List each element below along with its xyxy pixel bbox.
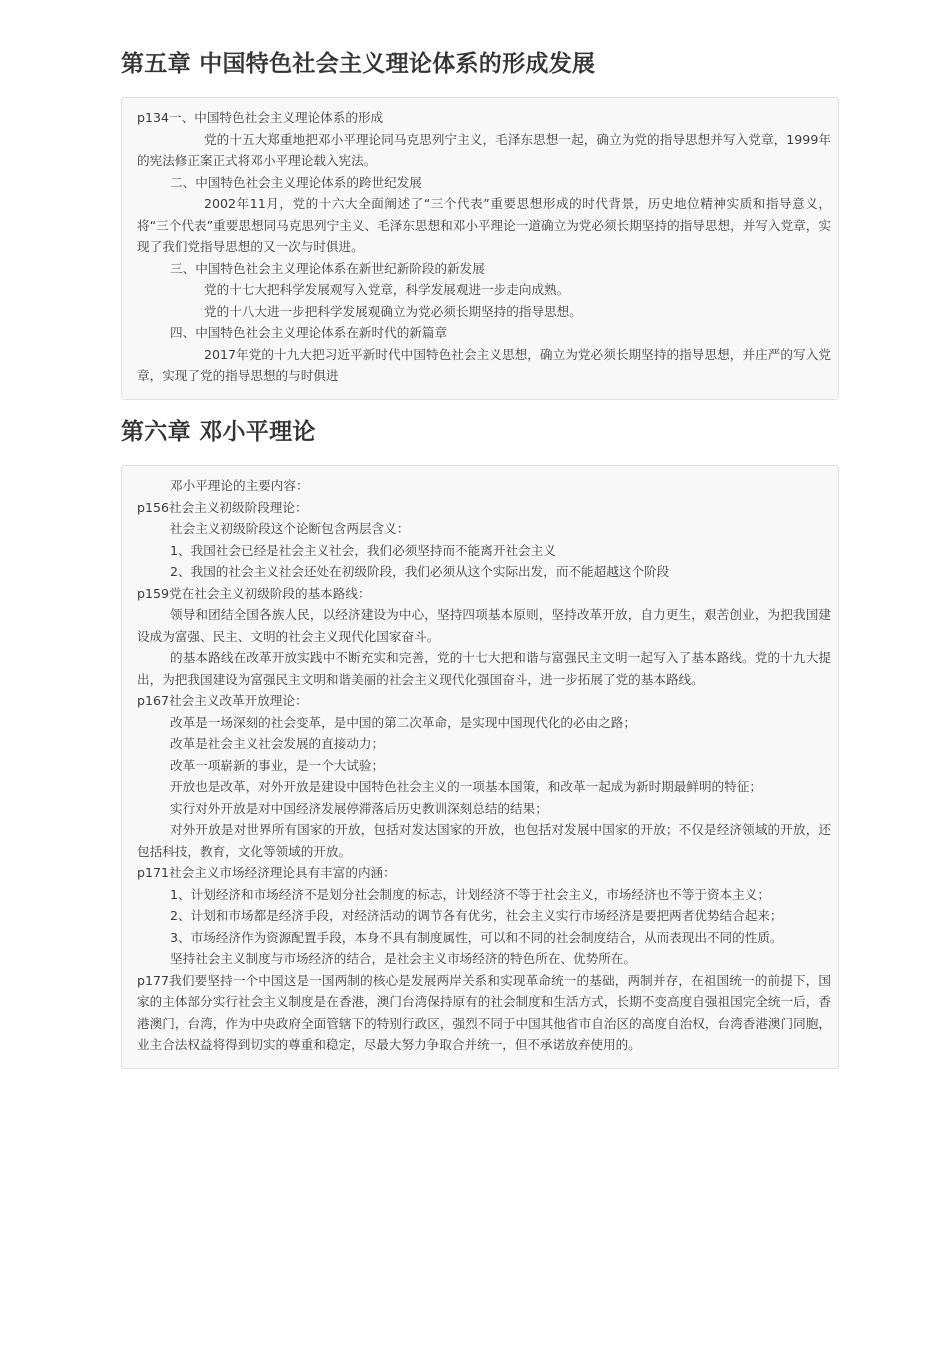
chapter5-note-line: 四、中国特色社会主义理论体系在新时代的新篇章 <box>170 325 448 340</box>
chapter5-note-line: 党的十八大进一步把科学发展观确立为党必须长期坚持的指导思想。 <box>204 303 582 319</box>
chapter6-heading: 第六章 邓小平理论 <box>121 419 316 445</box>
chapter6-note-line: 坚持社会主义制度与市场经济的结合，是社会主义市场经济的特色所在、优势所在。 <box>170 951 636 966</box>
chapter6-note-line: p171社会主义市场经济理论具有丰富的内涵： <box>137 865 396 880</box>
chapter6-note-line: 社会主义初级阶段这个论断包含两层含义： <box>170 521 410 536</box>
chapter5-note-line: 党的十五大郑重地把邓小平理论同马克思列宁主义，毛泽东思想一起，确立为党的指导思想并写入党章，1999年的宪法修正案正式将邓小平理论载入宪法。 <box>137 131 831 168</box>
chapter6-note-line: 2、计划和市场都是经济手段，对经济活动的调节各有优劣，社会主义实行市场经济是要把两者优势结合起来； <box>170 908 783 923</box>
chapter6-note-line: 的基本路线在改革开放实践中不断充实和完善，党的十七大把和谐与富强民主文明一起写入了基本路线。党的十九大提出，为把我国建设为富强民主文明和谐美丽的社会主义现代化强国奋斗，进一步拓展了党的基本路线。 <box>137 650 831 687</box>
chapter6-note-line: p159党在社会主义初级阶段的基本路线： <box>137 585 371 601</box>
chapter6-note-line: 开放也是改革，对外开放是建设中国特色社会主义的一项基本国策，和改革一起成为新时期最鲜明的特征； <box>170 779 762 794</box>
chapter5-note-line: 二、中国特色社会主义理论体系的跨世纪发展 <box>170 174 422 190</box>
chapter6-notes-box <box>121 465 839 1069</box>
chapter5-note-line: 2017年党的十九大把习近平新时代中国特色社会主义思想，确立为党必须长期坚持的指导思想，并庄严的写入党章，实现了党的指导思想的与时俱进 <box>137 346 831 383</box>
chapter6-note-line: 实行对外开放是对中国经济发展停滞落后历史教训深刻总结的结果； <box>170 800 548 816</box>
chapter5-note-line: 三、中国特色社会主义理论体系在新世纪新阶段的新发展 <box>170 260 485 276</box>
chapter5-note-line: p134一、中国特色社会主义理论体系的形成 <box>137 110 384 125</box>
chapter6-note-line: 1、我国社会已经是社会主义社会，我们必须坚持而不能离开社会主义 <box>170 542 556 558</box>
chapter6-note-line: 改革一项崭新的事业，是一个大试验； <box>170 757 385 773</box>
chapter6-note-line: 2、我国的社会主义社会还处在初级阶段，我们必须从这个实际出发，而不能超越这个阶段 <box>170 564 670 579</box>
chapter6-note-line: p177我们要坚持一个中国这是一国两制的核心是发展两岸关系和实现革命统一的基础，两制并存，在祖国统一的前提下，国家的主体部分实行社会主义制度是在香港，澳门台湾保持原有的社会制度和生活方式，长期不变高度自强祖国完全统一后，香港澳门，台湾，作为中央政府全面管辖下的特别行政区，强烈不同于中国其他省市自治区的高度自治权，台湾香港澳门同胞，业主合法权益将得到切实的尊重和稳定，尽最大努力争取合并统一，但不承诺放弃使用的。 <box>137 972 831 1052</box>
chapter6-note-line: 3、市场经济作为资源配置手段，本身不具有制度属性，可以和不同的社会制度结合，从而表现出不同的性质。 <box>170 929 783 945</box>
chapter6-note-line: 改革是一场深刻的社会变革，是中国的第二次革命，是实现中国现代化的必由之路； <box>170 714 636 730</box>
chapter6-note-line: p156社会主义初级阶段理论： <box>137 499 308 515</box>
chapter6-note-line: 1、计划经济和市场经济不是划分社会制度的标志，计划经济不等于社会主义，市场经济也不等于资本主义； <box>170 886 770 902</box>
chapter5-note-line: 2002年11月，党的十六大全面阐述了“三个代表”重要思想形成的时代背景，历史地位精神实质和指导意义，将“三个代表”重要思想同马克思列宁主义、毛泽东思想和邓小平理论一道确立为党必须长期坚持的指导思想，并写入党章，实现了我们党指导思想的又一次与时俱进。 <box>137 196 831 254</box>
chapter5-notes-box <box>121 97 839 400</box>
chapter6-note-line: 邓小平理论的主要内容： <box>170 478 309 493</box>
chapter5-note-line: 党的十七大把科学发展观写入党章，科学发展观进一步走向成熟。 <box>204 282 570 297</box>
chapter5-heading: 第五章 中国特色社会主义理论体系的形成发展 <box>121 51 596 77</box>
chapter6-note-line: 改革是社会主义社会发展的直接动力； <box>170 736 385 751</box>
chapter6-note-line: 对外开放是对世界所有国家的开放，包括对发达国家的开放，也包括对发展中国家的开放；不仅是经济领域的开放，还包括科技，教育，文化等领域的开放。 <box>137 822 831 859</box>
chapter6-note-line: 领导和团结全国各族人民，以经济建设为中心，坚持四项基本原则，坚持改革开放，自力更生，艰苦创业，为把我国建设成为富强、民主、文明的社会主义现代化国家奋斗。 <box>137 607 831 644</box>
chapter6-note-line: p167社会主义改革开放理论： <box>137 693 308 708</box>
